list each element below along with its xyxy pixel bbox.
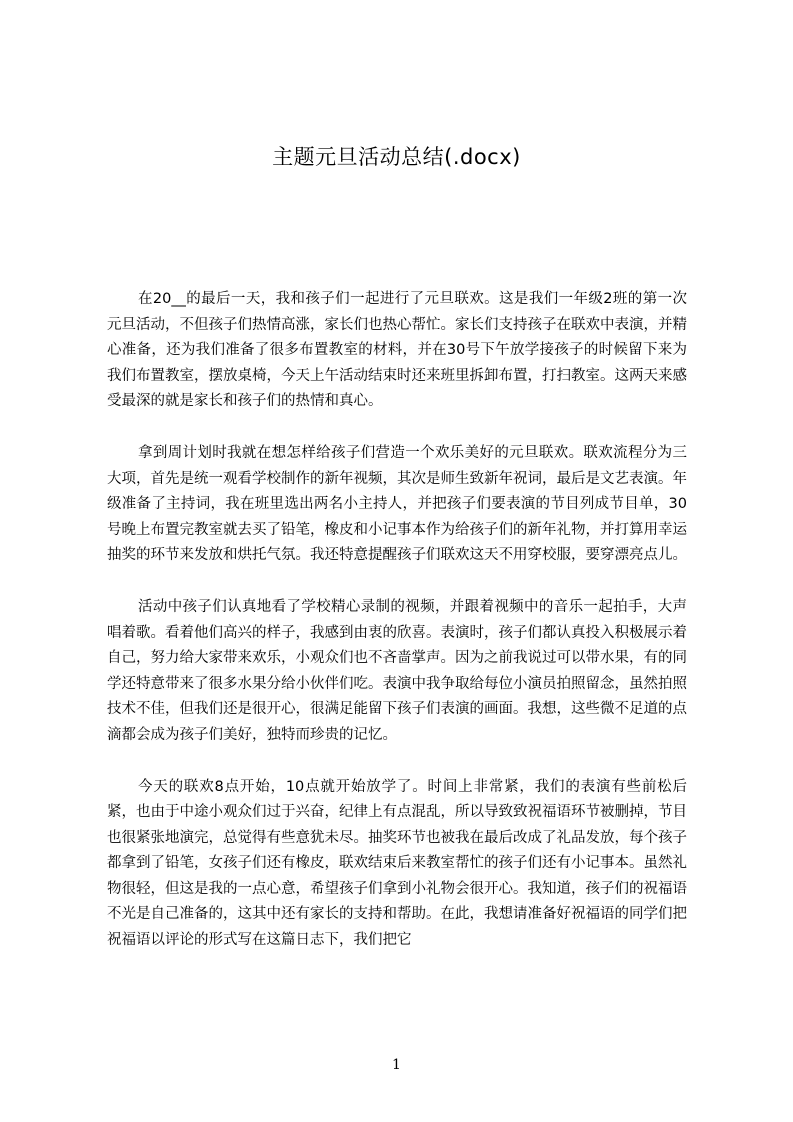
paragraph-3: 活动中孩子们认真地看了学校精心录制的视频，并跟着视频中的音乐一起拍手，大声唱着歌。看着他们高兴的样子，我感到由衷的欣喜。表演时，孩子们都认真投入积极展示着自己，努力给大家带来欢乐，小观众们也不吝啬掌声。因为之前我说过可以带水果，有的同学还特意带来了很多水果分给小伙伴们吃。表演中我争取给每位小演员拍照留念，虽然拍照技术不佳，但我们还是很开心，很满足能留下孩子们表演的画面。我想，这些微不足道的点滴都会成为孩子们美好，独特而珍贵的记忆。 <box>107 598 687 743</box>
document-title: 主题元旦活动总结(.docx) <box>272 145 521 169</box>
document-body <box>107 287 687 954</box>
paragraph-1: 在20__的最后一天，我和孩子们一起进行了元旦联欢。这是我们一年级2班的第一次元旦活动，不但孩子们热情高涨，家长们也热心帮忙。家长们支持孩子在联欢中表演，并精心准备，还为我们准备了很多布置教室的材料，并在30号下午放学接孩子的时候留下来为我们布置教室，摆放桌椅，今天上午活动结束时还来班里拆卸布置，打扫教室。这两天来感受最深的就是家长和孩子们的热情和真心。 <box>107 291 687 410</box>
paragraph-2: 拿到周计划时我就在想怎样给孩子们营造一个欢乐美好的元旦联欢。联欢流程分为三大项，首先是统一观看学校制作的新年视频，其次是师生致新年祝词，最后是文艺表演。年级准备了主持词，我在班里选出两名小主持人，并把孩子们要表演的节目列成节目单，30号晚上布置完教室就去买了铅笔，橡皮和小记事本作为给孩子们的新年礼物，并打算用幸运抽奖的环节来发放和烘托气氛。我还特意提醒孩子们联欢这天不用穿校服，要穿漂亮点儿。 <box>107 444 687 564</box>
page-number: 1 <box>392 1057 401 1073</box>
paragraph-4: 今天的联欢8点开始，10点就开始放学了。时间上非常紧，我们的表演有些前松后紧，也由于中途小观众们过于兴奋，纪律上有点混乱，所以导致致祝福语环节被删掉，节目也很紧张地演完，总觉得有些意犹未尽。抽奖环节也被我在最后改成了礼品发放，每个孩子都拿到了铅笔，女孩子们还有橡皮，联欢结束后来教室帮忙的孩子们还有小记事本。虽然礼物很轻，但这是我的一点心意，希望孩子们拿到小礼物会很开心。我知道，孩子们的祝福语不光是自己准备的，这其中还有家长的支持和帮助。在此，我想请准备好祝福语的同学们把祝福语以评论的形式写在这篇日志下，我们把它 <box>107 778 687 949</box>
